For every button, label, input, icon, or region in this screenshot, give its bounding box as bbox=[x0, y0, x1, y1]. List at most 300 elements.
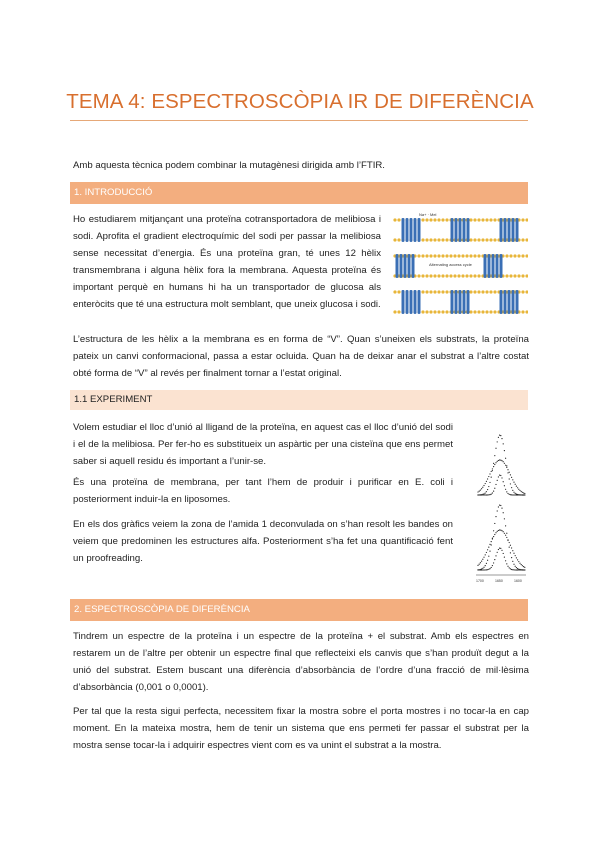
lipid-head bbox=[433, 238, 436, 241]
lipid-head bbox=[469, 310, 472, 313]
lipid-head bbox=[485, 218, 488, 221]
spectrum-point bbox=[524, 493, 525, 494]
spectrum-point bbox=[519, 569, 520, 570]
spectrum-point bbox=[504, 450, 505, 451]
lipid-head bbox=[485, 238, 488, 241]
spectrum-point bbox=[524, 494, 525, 495]
spectrum-point bbox=[500, 530, 501, 531]
lipid-head bbox=[393, 218, 396, 221]
lipid-head bbox=[393, 238, 396, 241]
lipid-head bbox=[437, 274, 440, 277]
spectrum-point bbox=[491, 477, 492, 478]
transmembrane-helix bbox=[414, 218, 417, 242]
spectrum-point bbox=[504, 463, 505, 464]
page-title: TEMA 4: ESPECTROSCÒPIA IR DE DIFERÈNCIA bbox=[66, 90, 534, 113]
spectrum-point bbox=[477, 569, 478, 570]
transmembrane-helix bbox=[414, 290, 417, 314]
figure-label-top: Na+ · Mel bbox=[419, 212, 437, 217]
lipid-head bbox=[473, 310, 476, 313]
spectrum-point bbox=[482, 487, 483, 488]
spectrum-point bbox=[501, 530, 502, 531]
spectrum-point bbox=[495, 555, 496, 556]
spectrum-point bbox=[483, 569, 484, 570]
lipid-head bbox=[421, 238, 424, 241]
spectrum-point bbox=[510, 545, 511, 546]
spectrum-point bbox=[500, 435, 501, 436]
transmembrane-helix bbox=[467, 218, 470, 242]
spectrum-point bbox=[499, 529, 500, 530]
lipid-head bbox=[429, 254, 432, 257]
spectrum-point bbox=[477, 565, 478, 566]
lipid-head bbox=[469, 218, 472, 221]
spectrum-point bbox=[504, 518, 505, 519]
lipid-head bbox=[397, 290, 400, 293]
lipid-head bbox=[425, 238, 428, 241]
spectrum-point bbox=[482, 568, 483, 569]
spectrum-point bbox=[523, 492, 524, 493]
spectrum-point bbox=[519, 563, 520, 564]
lipid-head bbox=[441, 310, 444, 313]
spectrum-point bbox=[519, 494, 520, 495]
lipid-head bbox=[493, 218, 496, 221]
subsection-heading-experiment: 1.1 EXPERIMENT bbox=[70, 390, 528, 410]
spectrum-point bbox=[515, 569, 516, 570]
spectrum-point bbox=[486, 481, 487, 482]
spectrum-point bbox=[511, 487, 512, 488]
spectrum-point bbox=[507, 493, 508, 494]
lipid-head bbox=[521, 290, 524, 293]
lipid-head bbox=[517, 254, 520, 257]
spectrum-point bbox=[498, 437, 499, 438]
lipid-head bbox=[445, 274, 448, 277]
transmembrane-helix bbox=[412, 254, 415, 278]
lipid-head bbox=[493, 290, 496, 293]
lipid-head bbox=[433, 310, 436, 313]
structure-paragraph: L’estructura de les hèlix a la membrana es en forma de “V”. Quan s’uneixen els substrats, la proteïna pateix un canvi conformacional, passa a estar ocluida. Quan ha de deixar anar el substrat a l’altre costat obté forma de “V” al revés per finalment tornar a l’estat original. bbox=[73, 334, 529, 379]
lipid-head bbox=[429, 290, 432, 293]
spectrum-point bbox=[483, 485, 484, 486]
lipid-head bbox=[437, 238, 440, 241]
spectrum-point bbox=[516, 567, 517, 568]
spectrum-point bbox=[485, 492, 486, 493]
spectrum-point bbox=[495, 516, 496, 517]
lipid-head bbox=[445, 254, 448, 257]
lipid-head bbox=[449, 254, 452, 257]
spectrum-point bbox=[487, 569, 488, 570]
spectrum-point bbox=[509, 542, 510, 543]
spectrum-point bbox=[485, 494, 486, 495]
lipid-head bbox=[509, 254, 512, 257]
transmembrane-helix bbox=[404, 254, 407, 278]
spectrum-point bbox=[481, 494, 482, 495]
spectrum-point bbox=[480, 494, 481, 495]
spectrum-point bbox=[489, 544, 490, 545]
spectrum-point bbox=[507, 539, 508, 540]
intro-body-paragraph: Ho estudiarem mitjançant una proteïna cotransportadora de melibiosa i sodi. Aprofita el gradient electroquímic del sodi per passar la melibiosa sense necessitat d’energia. És una proteïna gran, té unes 12 hèlix transmembrana i alguna hèlix fora la membrana. Aquesta proteïna és important perquè en humans hi ha un transportador de glucosa als enteròcits que té una estructura molt semblant, que uneix glucosa i sodi. bbox=[73, 214, 381, 310]
lipid-head bbox=[525, 310, 528, 313]
experiment-paragraph-1: Volem estudiar el lloc d’unió al lligand de la proteïna, en aquest cas el lloc d’unió del sodi i el de la melibiosa. Per fer-ho es substitueix un aspàrtic per una cisteïna que ens permet saber si aquell residu és important a l’unir-se. bbox=[73, 422, 453, 467]
spectrum-point bbox=[497, 510, 498, 511]
spectrum-point bbox=[510, 494, 511, 495]
spectrum-point bbox=[505, 489, 506, 490]
spectrum-point bbox=[492, 565, 493, 566]
transmembrane-helix bbox=[512, 218, 515, 242]
spectra-tick-3: 1600 bbox=[514, 579, 522, 583]
transmembrane-helix bbox=[516, 218, 519, 242]
amide-spectra-plots bbox=[470, 425, 530, 590]
spectrum-point bbox=[497, 441, 498, 442]
transmembrane-helix bbox=[492, 254, 495, 278]
spectrum-point bbox=[513, 494, 514, 495]
spectrum-point bbox=[498, 476, 499, 477]
spectrum-point bbox=[515, 494, 516, 495]
lipid-head bbox=[525, 254, 528, 257]
lipid-head bbox=[397, 238, 400, 241]
lipid-head bbox=[509, 274, 512, 277]
transmembrane-helix bbox=[408, 254, 411, 278]
spectrum-point bbox=[477, 491, 478, 492]
lipid-head bbox=[437, 218, 440, 221]
experiment-paragraph-2: És una proteïna de membrana, per tant l’hem de produir i purificar en E. coli i posteriorment induir-la en liposomes. bbox=[73, 477, 453, 505]
lipid-head bbox=[449, 274, 452, 277]
spectrum-point bbox=[486, 494, 487, 495]
spectrum-point bbox=[482, 559, 483, 560]
lipid-head bbox=[421, 290, 424, 293]
lipid-head bbox=[477, 238, 480, 241]
spectrum-point bbox=[489, 568, 490, 569]
lipid-head bbox=[473, 218, 476, 221]
spectrum-point bbox=[494, 559, 495, 560]
lipid-head bbox=[429, 274, 432, 277]
transport-cycle-figure bbox=[393, 208, 528, 318]
spectrum-point bbox=[491, 544, 492, 545]
spectrum-point bbox=[521, 494, 522, 495]
spectrum-point bbox=[494, 534, 495, 535]
lipid-head bbox=[393, 310, 396, 313]
transmembrane-helix bbox=[504, 218, 507, 242]
spectrum-point bbox=[513, 553, 514, 554]
spectrum-point bbox=[498, 549, 499, 550]
spectrum-point bbox=[512, 490, 513, 491]
spectrum-point bbox=[492, 468, 493, 469]
spectrum-point bbox=[492, 470, 493, 471]
difference-paragraph-1: Tindrem un espectre de la proteïna i un espectre de la proteïna + el substrat. Amb els espectres en restarem un de l’altre per obtenir un espectre final que reflecteixi els canvis que s’han produït degut a la unió del substrat. Estem buscant una diferència d’absorbància de l’ordre d’una fracció de mil·lèsima d’absorbància (0,001 o 0,0001). bbox=[73, 631, 529, 693]
spectrum-point bbox=[486, 569, 487, 570]
lipid-head bbox=[521, 218, 524, 221]
lipid-head bbox=[433, 254, 436, 257]
spectrum-point bbox=[516, 486, 517, 487]
lipid-head bbox=[457, 274, 460, 277]
spectrum-point bbox=[480, 569, 481, 570]
spectrum-point bbox=[494, 455, 495, 456]
spectrum-point bbox=[487, 478, 488, 479]
spectrum-point bbox=[521, 564, 522, 565]
lipid-head bbox=[397, 310, 400, 313]
lipid-head bbox=[525, 290, 528, 293]
spectrum-point bbox=[510, 552, 511, 553]
spectrum-point bbox=[501, 477, 502, 478]
spectrum-point bbox=[506, 491, 507, 492]
spectrum-point bbox=[503, 461, 504, 462]
amide-spectra-figure bbox=[470, 425, 530, 590]
spectrum-point bbox=[512, 569, 513, 570]
transmembrane-helix bbox=[418, 290, 421, 314]
transmembrane-helix bbox=[406, 290, 409, 314]
spectrum-point bbox=[499, 475, 500, 476]
spectrum-point bbox=[507, 472, 508, 473]
lipid-head bbox=[481, 290, 484, 293]
intro-paragraph: Amb aquesta tècnica podem combinar la mutagènesi dirigida amb l’FTIR. bbox=[73, 160, 385, 171]
section-heading-espectroscopia: 2. ESPECTROSCÒPIA DE DIFERÈNCIA bbox=[70, 599, 528, 621]
spectrum-point bbox=[506, 563, 507, 564]
lipid-head bbox=[493, 310, 496, 313]
lipid-head bbox=[437, 254, 440, 257]
transmembrane-helix bbox=[451, 218, 454, 242]
spectrum-point bbox=[506, 533, 507, 534]
spectrum-point bbox=[482, 494, 483, 495]
transmembrane-helix bbox=[500, 290, 503, 314]
spectrum-point bbox=[491, 567, 492, 568]
spectrum-point bbox=[509, 472, 510, 473]
lipid-head bbox=[481, 238, 484, 241]
transmembrane-helix bbox=[459, 290, 462, 314]
transmembrane-helix bbox=[400, 254, 403, 278]
spectrum-point bbox=[507, 566, 508, 567]
transmembrane-helix bbox=[455, 218, 458, 242]
lipid-head bbox=[485, 310, 488, 313]
spectrum-point bbox=[485, 483, 486, 484]
lipid-head bbox=[465, 274, 468, 277]
transmembrane-helix bbox=[504, 290, 507, 314]
lipid-head bbox=[489, 290, 492, 293]
spectrum-point bbox=[493, 491, 494, 492]
lipid-head bbox=[489, 218, 492, 221]
lipid-head bbox=[473, 238, 476, 241]
spectrum-point bbox=[485, 565, 486, 566]
lipid-head bbox=[445, 310, 448, 313]
lipid-head bbox=[421, 218, 424, 221]
spectrum-point bbox=[513, 492, 514, 493]
lipid-head bbox=[457, 254, 460, 257]
transmembrane-helix bbox=[496, 254, 499, 278]
lipid-head bbox=[505, 254, 508, 257]
spectrum-point bbox=[487, 560, 488, 561]
spectrum-point bbox=[499, 435, 500, 436]
spectrum-point bbox=[516, 557, 517, 558]
spectrum-point bbox=[506, 467, 507, 468]
lipid-head bbox=[429, 238, 432, 241]
lipid-head bbox=[493, 238, 496, 241]
spectrum-point bbox=[506, 537, 507, 538]
spectrum-point bbox=[515, 493, 516, 494]
spectrum-point bbox=[518, 489, 519, 490]
spectrum-point bbox=[517, 569, 518, 570]
lipid-head bbox=[425, 218, 428, 221]
spectrum-point bbox=[524, 569, 525, 570]
spectrum-point bbox=[480, 562, 481, 563]
spectrum-point bbox=[509, 494, 510, 495]
spectrum-point bbox=[488, 569, 489, 570]
lipid-head bbox=[393, 290, 396, 293]
spectrum-point bbox=[480, 489, 481, 490]
spectrum-point bbox=[499, 459, 500, 460]
spectrum-point bbox=[498, 460, 499, 461]
spectrum-point bbox=[503, 531, 504, 532]
spectrum-point bbox=[521, 569, 522, 570]
title-divider bbox=[70, 120, 528, 121]
spectrum-point bbox=[523, 569, 524, 570]
spectrum-point bbox=[489, 550, 490, 551]
spectrum-point bbox=[493, 562, 494, 563]
spectrum-point bbox=[517, 487, 518, 488]
lipid-head bbox=[473, 290, 476, 293]
spectra-tick-1: 1700 bbox=[476, 579, 484, 583]
lipid-head bbox=[481, 218, 484, 221]
spectrum-point bbox=[488, 546, 489, 547]
transmembrane-helix bbox=[402, 290, 405, 314]
spectrum-point bbox=[505, 535, 506, 536]
transmembrane-helix bbox=[406, 218, 409, 242]
spectrum-point bbox=[511, 547, 512, 548]
spectrum-point bbox=[513, 564, 514, 565]
spectrum-point bbox=[519, 490, 520, 491]
spectrum-point bbox=[515, 484, 516, 485]
spectrum-point bbox=[492, 538, 493, 539]
spectrum-point bbox=[501, 508, 502, 509]
spectrum-point bbox=[489, 482, 490, 483]
spectrum-point bbox=[510, 474, 511, 475]
lipid-head bbox=[461, 254, 464, 257]
spectrum-point bbox=[512, 479, 513, 480]
figure-label-mid: Alternating access cycle bbox=[429, 262, 472, 267]
spectrum-point bbox=[497, 531, 498, 532]
spectrum-point bbox=[493, 466, 494, 467]
spectrum-point bbox=[505, 525, 506, 526]
spectrum-point bbox=[498, 506, 499, 507]
spectrum-point bbox=[483, 494, 484, 495]
spectrum-point bbox=[511, 557, 512, 558]
spectrum-point bbox=[479, 491, 480, 492]
lipid-head bbox=[421, 310, 424, 313]
spectrum-point bbox=[479, 569, 480, 570]
spectrum-point bbox=[477, 494, 478, 495]
section-heading-introduccio: 1. INTRODUCCIÓ bbox=[70, 182, 528, 204]
lipid-head bbox=[445, 238, 448, 241]
lipid-head bbox=[437, 310, 440, 313]
lipid-head bbox=[441, 218, 444, 221]
spectrum-point bbox=[510, 568, 511, 569]
lipid-head bbox=[469, 274, 472, 277]
spectrum-point bbox=[493, 530, 494, 531]
spectrum-point bbox=[522, 494, 523, 495]
spectrum-point bbox=[509, 567, 510, 568]
spectrum-point bbox=[504, 533, 505, 534]
transmembrane-helix bbox=[484, 254, 487, 278]
spectrum-point bbox=[488, 494, 489, 495]
spectrum-point bbox=[489, 494, 490, 495]
spectrum-point bbox=[488, 556, 489, 557]
spectrum-point bbox=[504, 485, 505, 486]
spectrum-point bbox=[517, 568, 518, 569]
lipid-head bbox=[465, 254, 468, 257]
lipid-head bbox=[481, 310, 484, 313]
spectrum-point bbox=[517, 494, 518, 495]
spectrum-point bbox=[505, 560, 506, 561]
lipid-head bbox=[489, 238, 492, 241]
lipid-head bbox=[453, 274, 456, 277]
lipid-head bbox=[521, 274, 524, 277]
transmembrane-helix bbox=[396, 254, 399, 278]
spectrum-point bbox=[510, 483, 511, 484]
transmembrane-helix bbox=[463, 290, 466, 314]
spectrum-point bbox=[518, 561, 519, 562]
spectrum-point bbox=[512, 550, 513, 551]
transmembrane-helix bbox=[459, 218, 462, 242]
spectrum-point bbox=[495, 484, 496, 485]
lipid-head bbox=[477, 290, 480, 293]
lipid-head bbox=[521, 310, 524, 313]
spectrum-point bbox=[522, 565, 523, 566]
lipid-head bbox=[425, 290, 428, 293]
lipid-head bbox=[477, 218, 480, 221]
lipid-head bbox=[525, 238, 528, 241]
lipid-head bbox=[441, 290, 444, 293]
spectrum-point bbox=[497, 461, 498, 462]
spectrum-point bbox=[521, 491, 522, 492]
spectrum-point bbox=[491, 493, 492, 494]
spectrum-point bbox=[507, 469, 508, 470]
spectrum-point bbox=[487, 549, 488, 550]
spectrum-point bbox=[503, 443, 504, 444]
spectrum-point bbox=[516, 494, 517, 495]
lipid-head bbox=[469, 254, 472, 257]
spectrum-point bbox=[481, 569, 482, 570]
spectrum-point bbox=[523, 494, 524, 495]
transmembrane-helix bbox=[410, 290, 413, 314]
lipid-head bbox=[469, 290, 472, 293]
spectrum-point bbox=[494, 464, 495, 465]
experiment-paragraph-3: En els dos gràfics veiem la zona de l’amida 1 deconvulada on s’han resolt les bandes on veiem que predominen les estructures alfa. Posteriorment s’ha fet una quantificació fent un proofreading. bbox=[73, 519, 453, 564]
spectrum-point bbox=[515, 566, 516, 567]
spectrum-point bbox=[512, 494, 513, 495]
transmembrane-helix bbox=[451, 290, 454, 314]
spectrum-point bbox=[500, 460, 501, 461]
spectrum-point bbox=[513, 569, 514, 570]
lipid-head bbox=[473, 254, 476, 257]
transmembrane-helix bbox=[508, 290, 511, 314]
lipid-head bbox=[417, 274, 420, 277]
spectrum-point bbox=[483, 567, 484, 568]
spectrum-point bbox=[518, 494, 519, 495]
spectrum-point bbox=[486, 552, 487, 553]
spectrum-point bbox=[515, 555, 516, 556]
lipid-head bbox=[513, 274, 516, 277]
lipid-head bbox=[425, 310, 428, 313]
spectrum-point bbox=[518, 569, 519, 570]
spectrum-point bbox=[482, 569, 483, 570]
lipid-head bbox=[429, 310, 432, 313]
transmembrane-helix bbox=[463, 218, 466, 242]
lipid-head bbox=[433, 290, 436, 293]
spectrum-point bbox=[488, 486, 489, 487]
transmembrane-helix bbox=[500, 254, 503, 278]
spectrum-point bbox=[522, 569, 523, 570]
spectrum-point bbox=[504, 557, 505, 558]
spectrum-point bbox=[487, 489, 488, 490]
spectrum-point bbox=[486, 563, 487, 564]
spectrum-point bbox=[500, 475, 501, 476]
lipid-head bbox=[441, 254, 444, 257]
